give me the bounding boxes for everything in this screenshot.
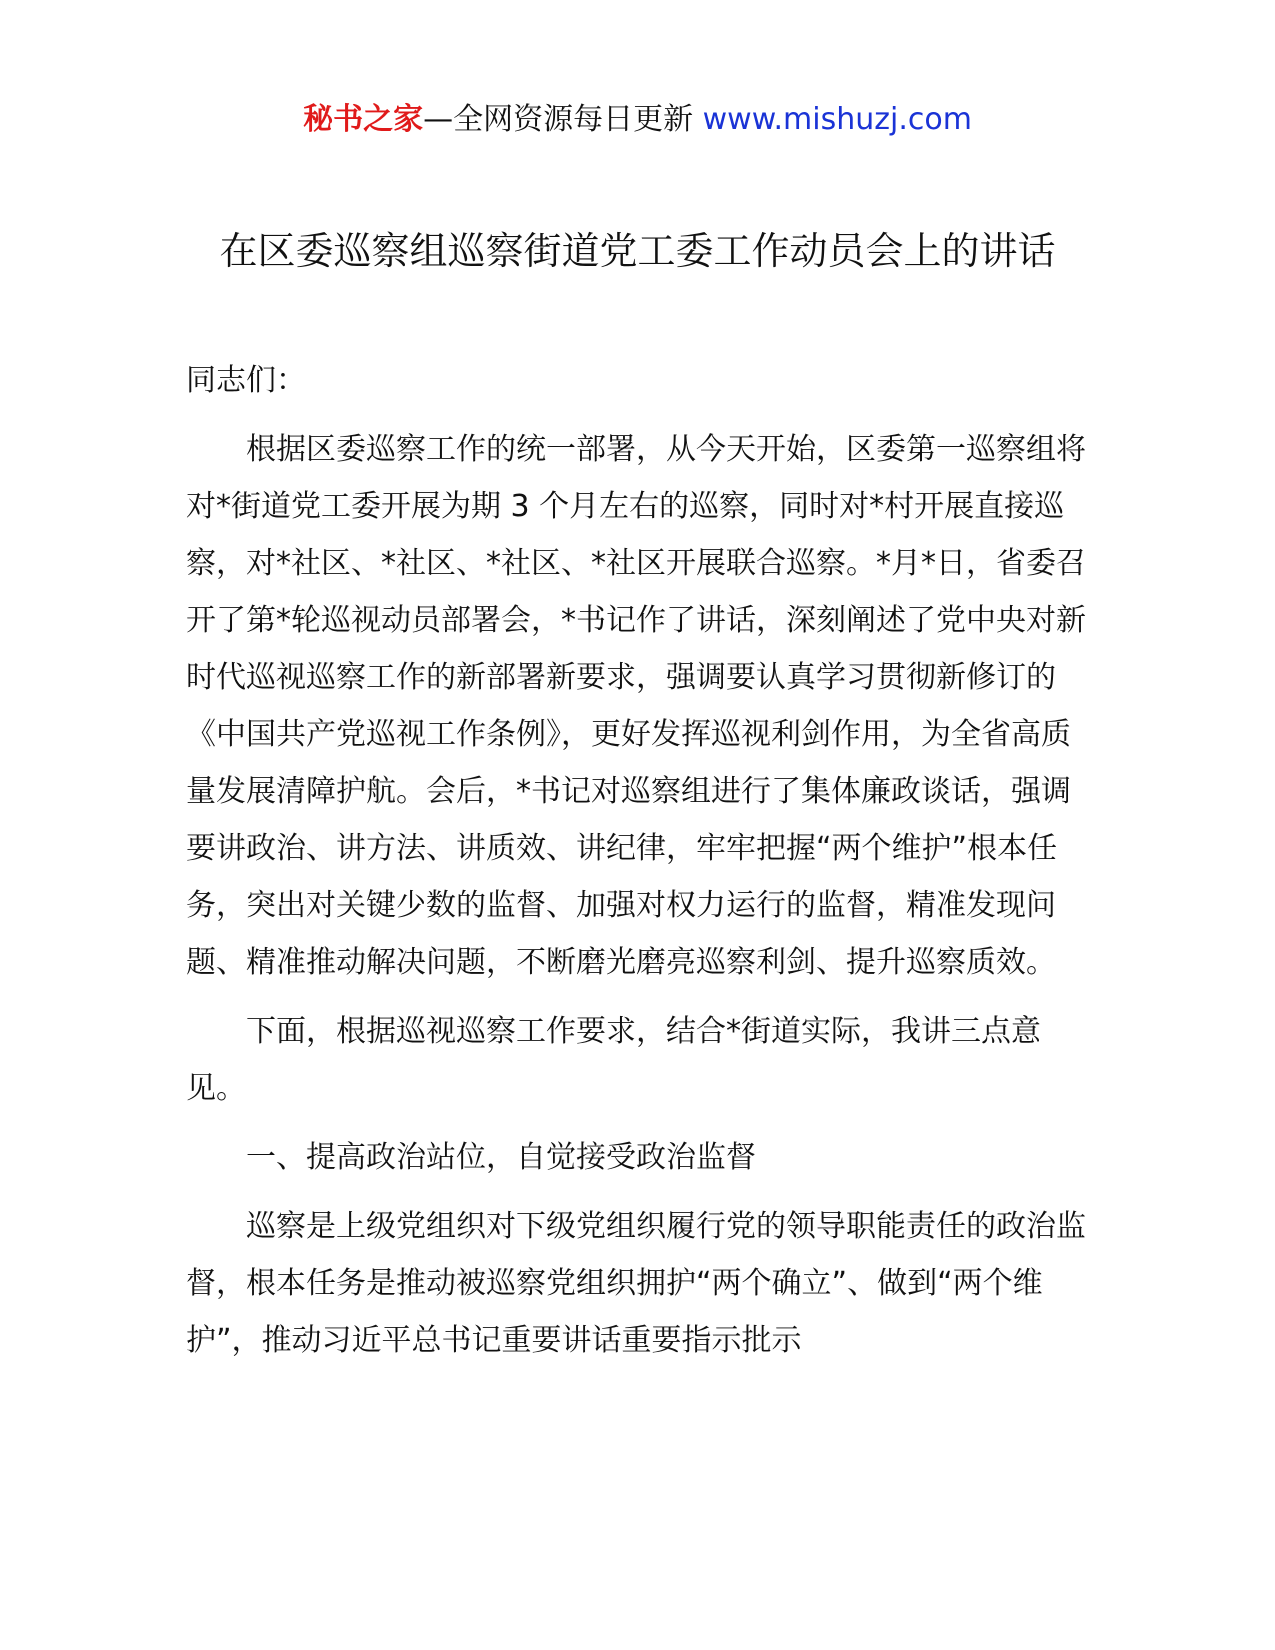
body-paragraph: 巡察是上级党组织对下级党组织履行党的领导职能责任的政治监督，根本任务是推动被巡察党组织拥护“两个确立”、做到“两个维护”，推动习近平总书记重要讲话重要指示批示 <box>186 1209 1086 1358</box>
document-body <box>186 352 1086 1381</box>
body-paragraph: 下面，根据巡视巡察工作要求，结合*街道实际，我讲三点意见。 <box>186 1014 1041 1106</box>
header-tagline: —全网资源每日更新 <box>423 102 703 137</box>
section-heading: 一、提高政治站位，自觉接受政治监督 <box>246 1140 756 1175</box>
salutation: 同志们： <box>186 363 306 398</box>
document-title: 在区委巡察组巡察街道党工委工作动员会上的讲话 <box>219 229 1056 273</box>
site-url-link[interactable]: www.mishuzj.com <box>702 102 972 137</box>
body-paragraph: 根据区委巡察工作的统一部署，从今天开始，区委第一巡察组将对*街道党工委开展为期 3 个月左右的巡察，同时对*村开展直接巡察，对*社区、*社区、*社区、*社区开展联合巡察。*月*日，省委召开了第*轮巡视动员部署会，*书记作了讲话，深刻阐述了党中央对新时代巡视巡察工作的新部署新要求，强调要认真学习贯彻新修订的《中国共产党巡视工作条例》，更好发挥巡视利剑作用，为全省高质量发展清障护航。会后，*书记对巡察组进行了集体廉政谈话，强调要讲政治、讲方法、讲质效、讲纪律，牢牢把握“两个维护”根本任务，突出对关键少数的监督、加强对权力运行的监督，精准发现问题、精准推动解决问题，不断磨光磨亮巡察利剑、提升巡察质效。 <box>186 432 1086 980</box>
brand-name: 秘书之家 <box>303 102 424 137</box>
page-header <box>0 100 1275 140</box>
